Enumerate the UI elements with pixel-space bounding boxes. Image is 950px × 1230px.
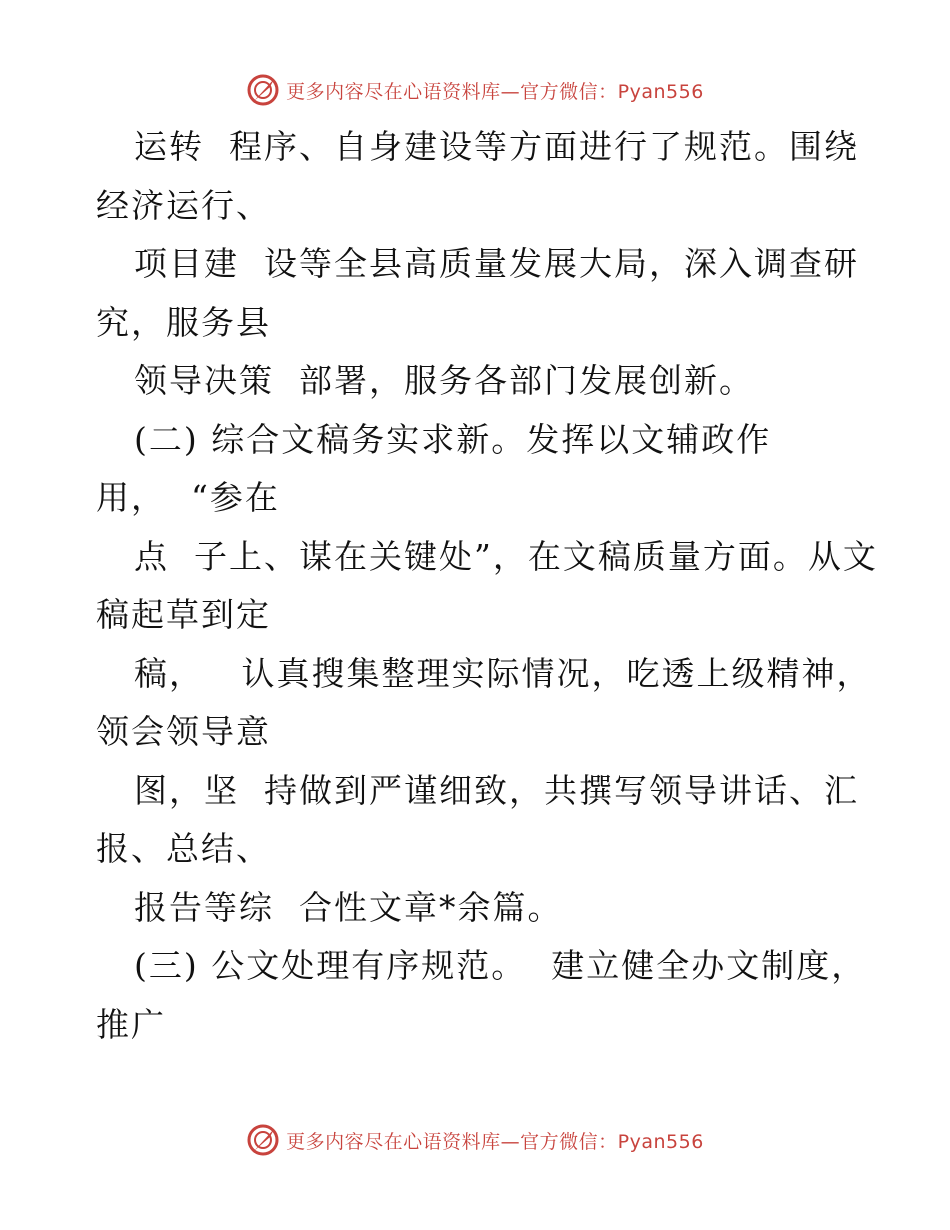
section-heading-line: (二) 综合文稿务实求新。发挥以文辅政作 [134, 419, 772, 459]
paragraph-line: 运转 程序、自身建设等方面进行了规范。围绕 [134, 127, 859, 166]
header-watermark [0, 70, 950, 110]
paragraph-line: 领导决策 部署，服务各部门发展创新。 [134, 361, 754, 400]
footer-watermark [0, 1120, 950, 1160]
paragraph-line: 稿， 认真搜集整理实际情况，吃透上级精神， [134, 653, 872, 693]
watermark-text: 更多内容尽在心语资料库—官方微信：Pyan556 [286, 80, 704, 103]
paragraph-line: 领会领导意 [96, 712, 271, 751]
paragraph-line: 究，服务县 [96, 302, 271, 342]
paragraph-line: 经济运行、 [96, 185, 271, 225]
quill-logo-icon [246, 73, 280, 107]
paragraph-line: 用， “参在 [96, 478, 280, 517]
paragraph-line: 项目建 设等全县高质量发展大局，深入调查研 [134, 244, 859, 283]
quill-logo-icon [246, 1123, 280, 1157]
paragraph-line: 报、总结、 [96, 829, 271, 868]
paragraph-line: 推广 [96, 1004, 166, 1044]
paragraph-line: 图，坚 持做到严谨细致，共撰写领导讲话、汇 [134, 770, 859, 810]
paragraph-line: 点 子上、谋在关键处”，在文稿质量方面。从文 [134, 536, 878, 576]
watermark-text: 更多内容尽在心语资料库—官方微信：Pyan556 [286, 1130, 704, 1153]
paragraph-line: 稿起草到定 [96, 595, 271, 634]
section-heading-line: (三) 公文处理有序规范。 建立健全办文制度， [134, 946, 867, 985]
paragraph-line: 报告等综 合性文章*余篇。 [134, 887, 563, 927]
document-body [96, 118, 878, 1054]
